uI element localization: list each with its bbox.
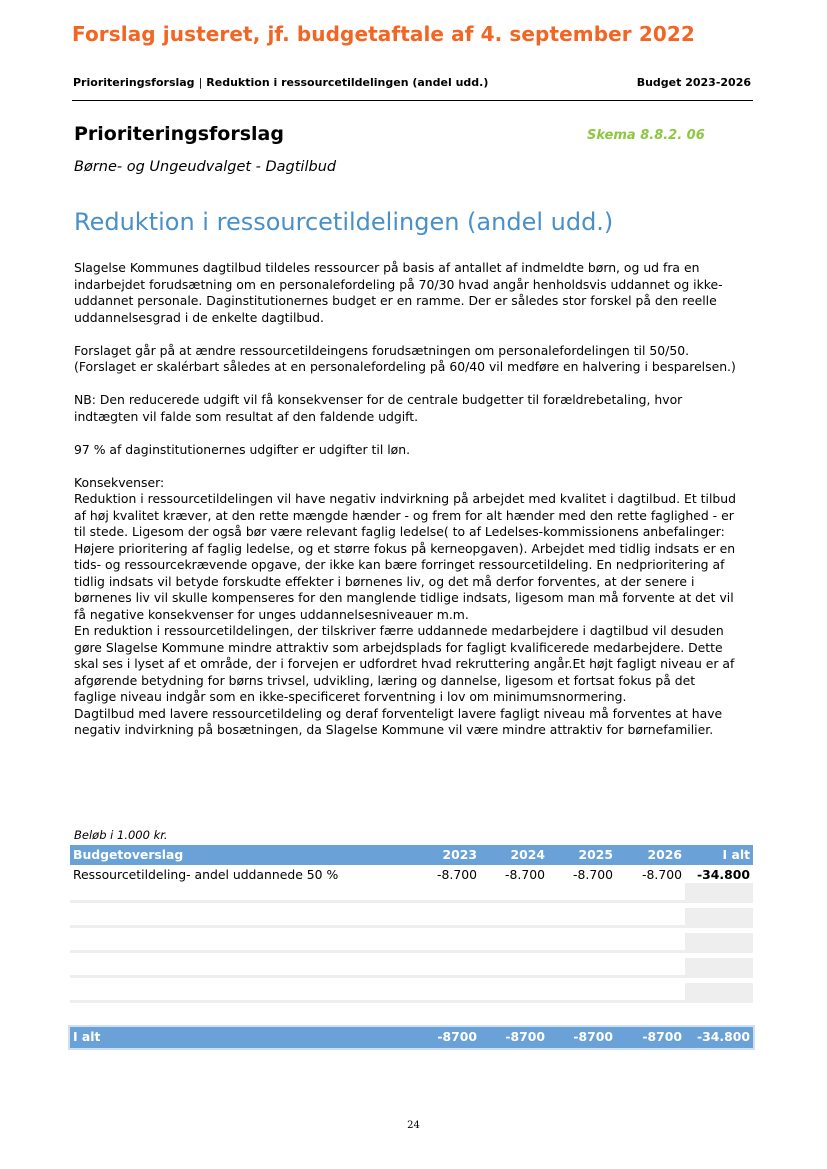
empty-row	[70, 883, 753, 903]
body-line: NB: Den reducerede udgift vil få konsekvenser for de centrale budgetter til forældrebetaling, hvor	[74, 392, 683, 407]
budget-header-2025: 2025	[578, 847, 613, 862]
body-line: få negative konsekvenser for unges uddannelsesniveauer m.m.	[74, 606, 469, 622]
body-line: Dagtilbud med lavere ressourcetildeling og deraf forventeligt lavere fagligt niveau må forventes at have	[74, 705, 723, 721]
budget-row-2025: -8.700	[573, 867, 613, 882]
page-subtitle: Børne- og Ungeudvalget - Dagtilbud	[74, 159, 337, 175]
body-line: Reduktion i ressourcetildelingen vil have negativ indvirkning på arbejdet med kvalitet i dagtilbud. Et tilbud	[74, 491, 737, 506]
body-line: Slagelse Kommunes dagtilbud tildeles ressourcer på basis af antallet af indmeldte børn, og ud fra en	[74, 260, 700, 275]
empty-row	[70, 908, 753, 928]
total-2024: -8700	[505, 1029, 545, 1044]
amount-unit-note: Beløb i 1.000 kr.	[74, 828, 168, 842]
total-2025: -8700	[573, 1029, 613, 1044]
body-line: (Forslaget er skalérbart således at en personalefordeling på 60/40 vil medføre en halvering i besparelsen.)	[74, 359, 736, 374]
body-line: tids- og ressourcekrævende opgave, der ikke kan bære forringet ressourcetildeling. En nedprioritering af	[74, 557, 725, 572]
body-line: Forslaget går på at ændre ressourcetildeingens forudsætningen om personalefordelingen til 50/50.	[74, 342, 690, 358]
empty-row	[70, 958, 753, 978]
body-line: En reduktion i ressourcetildelingen, der tilskriver færre uddannede medarbejdere i dagtilbud vil desuden	[74, 623, 724, 638]
paragraph-gap	[74, 326, 764, 343]
body-line: skal ses i lyset af et område, der i forvejen er udfordret hvad rekruttering angår.Et højt fagligt niveau er af	[74, 656, 735, 671]
budget-row-2026: -8.700	[642, 867, 682, 882]
running-header-right: Budget 2023-2026	[636, 76, 751, 89]
total-2026: -8700	[642, 1029, 682, 1044]
schema-label: Skema 8.8.2. 06	[587, 128, 705, 143]
running-header-left	[73, 76, 488, 89]
body-line: negativ indvirkning på bosætningen, da Slagelse Kommune vil være mindre attraktiv for børnefamilier.	[74, 722, 714, 737]
empty-row	[70, 983, 753, 1003]
body-line: uddannelsesgrad i de enkelte dagtilbud.	[74, 309, 324, 325]
budget-row-label: Ressourcetildeling- andel uddannede 50 %	[73, 867, 339, 882]
budget-header-2024: 2024	[510, 847, 545, 862]
page-title: Prioriteringsforslag	[74, 123, 284, 145]
proposal-heading: Reduktion i ressourcetildelingen (andel udd.)	[74, 208, 614, 236]
body-line: til stede. Ligesom der også bør være relevant faglig ledelse( to af Ledelses-kommissionens anbefalinger:	[74, 524, 725, 539]
body-line: af høj kvalitet kræver, at den rette mængde hænder - og frem for alt hænder med den rette faglighed - er	[74, 507, 734, 523]
total-sum: -34.800	[697, 1029, 750, 1044]
budget-header-label: Budgetoverslag	[73, 847, 184, 862]
body-line: afgørende betydning for børns trivsel, udvikling, læring og dannelse, ligesom et fortsat fokus på det	[74, 672, 696, 688]
total-label: I alt	[73, 1029, 101, 1044]
budget-row-2024: -8.700	[505, 867, 545, 882]
budget-header-total: I alt	[722, 847, 750, 862]
body-line: 97 % af daginstitutionernes udgifter er udgifter til løn.	[74, 441, 411, 457]
budget-row-total: -34.800	[697, 867, 750, 882]
body-line: uddannet personale. Daginstitutionernes budget er en ramme. Der er således stor forskel på den reelle	[74, 293, 717, 308]
header-topic: Reduktion i ressourcetildelingen (andel udd.)	[206, 76, 489, 89]
budget-data-row	[70, 865, 753, 885]
paragraph-gap	[74, 376, 764, 393]
total-2023: -8700	[437, 1029, 477, 1044]
header-separator: |	[198, 76, 203, 89]
body-line: indtægten vil falde som resultat af den faldende udgift.	[74, 408, 419, 424]
proposal-body	[74, 260, 764, 739]
body-line: tidlig indsats vil betyde forskudte effekter i børnenes liv, og det må derfor forventes, at der senere i	[74, 573, 695, 589]
body-line: faglige niveau indgår som en ikke-specificeret forventning i lov om minimumsnormering.	[74, 689, 627, 704]
body-line: Konsekvenser:	[74, 474, 165, 490]
header-rule	[72, 100, 753, 101]
empty-row	[70, 933, 753, 953]
budget-total-row	[70, 1027, 753, 1048]
budget-header-row	[70, 845, 753, 865]
body-line: Højere prioritering af faglig ledelse, og et større fokus på kerneopgaven). Arbejdet med tidlig indsats er en	[74, 540, 736, 556]
budget-row-2023: -8.700	[437, 867, 477, 882]
body-line: indarbejdet forudsætning om en personalefordeling på 70/30 hvad angår henholdsvis uddannet og ikke-	[74, 276, 723, 292]
body-line: gøre Slagelse Kommune mindre attraktiv som arbejdsplads for fagligt kvalificerede medarbejdere. Dette	[74, 639, 723, 655]
header-section: Prioriteringsforslag	[73, 76, 195, 89]
budget-table	[70, 845, 753, 885]
paragraph-gap	[74, 425, 764, 442]
revision-banner: Forslag justeret, jf. budgetaftale af 4. september 2022	[72, 22, 695, 46]
budget-empty-rows	[70, 883, 753, 1008]
page-number: 24	[407, 1120, 420, 1131]
budget-header-2026: 2026	[647, 847, 682, 862]
budget-total	[70, 1027, 753, 1048]
paragraph-gap	[74, 458, 764, 475]
budget-header-2023: 2023	[442, 847, 477, 862]
body-line: børnenes liv vil skulle kompenseres for den manglende tidlige indsats, ligesom man må forvente at det vil	[74, 590, 734, 605]
